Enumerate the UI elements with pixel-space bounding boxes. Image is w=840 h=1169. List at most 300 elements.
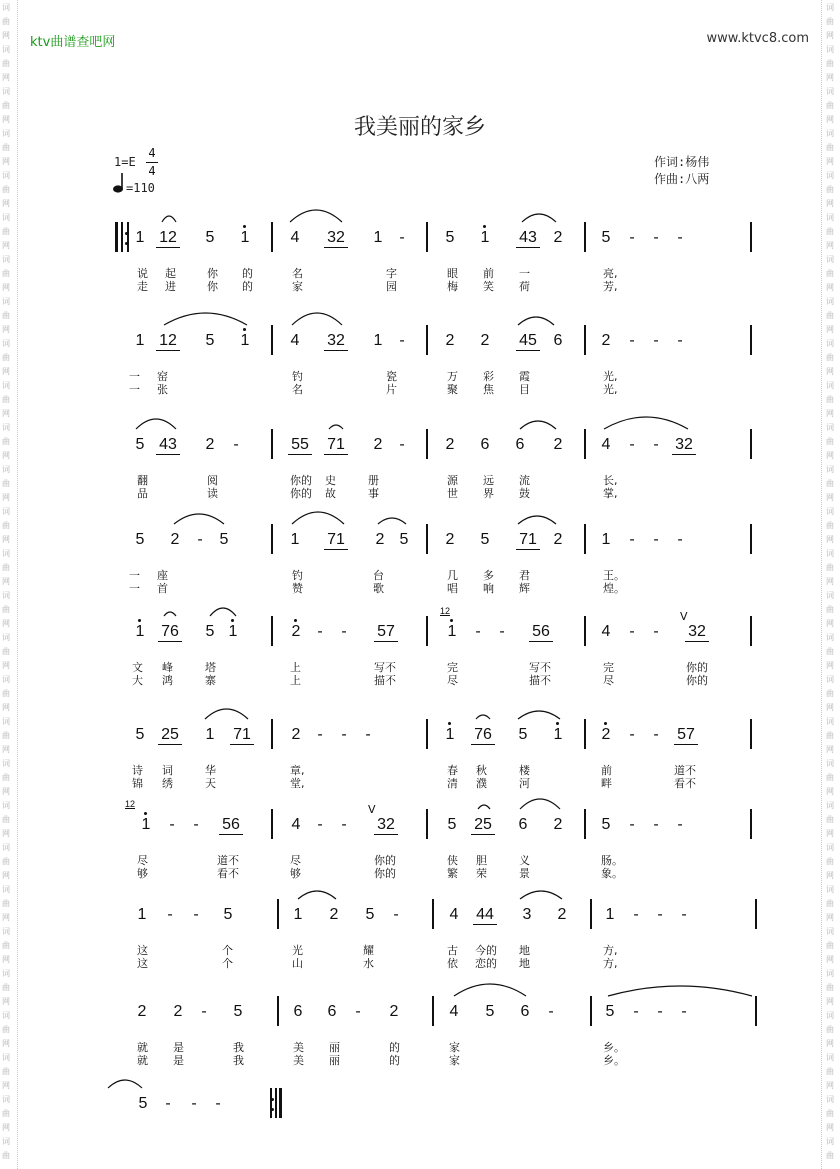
watermark-char: 网: [2, 829, 10, 838]
lyric-2: 家: [449, 1054, 460, 1067]
slur: [205, 709, 248, 719]
slur: [290, 210, 342, 222]
watermark-char: 词: [826, 171, 834, 180]
jianpu-note: 32: [685, 623, 709, 642]
lyric-2: 上: [290, 674, 301, 687]
watermark-char: 词: [826, 1011, 834, 1020]
watermark-char: 曲: [826, 227, 834, 236]
watermark-char: 曲: [2, 605, 10, 614]
watermark-char: 网: [2, 661, 10, 670]
lyric-1: 尽: [137, 854, 148, 867]
lyric-1: 一: [129, 569, 140, 582]
watermark-char: 曲: [826, 815, 834, 824]
dash-note: -: [677, 332, 683, 349]
jianpu-note: 2: [291, 623, 301, 640]
site-name[interactable]: ktv曲谱查吧网: [30, 35, 116, 50]
dash-note: -: [677, 816, 683, 833]
lyric-2: 笑: [483, 280, 494, 293]
jianpu-note: 5: [205, 229, 215, 246]
jianpu-note: 5: [601, 816, 611, 833]
dash-note: -: [548, 1003, 554, 1020]
watermark-char: 词: [2, 1137, 10, 1146]
dash-note: -: [191, 1095, 197, 1112]
jianpu-note: 1: [605, 906, 615, 923]
watermark-char: 词: [2, 255, 10, 264]
grace-note: 12: [440, 606, 451, 616]
lyric-1: 的: [389, 1041, 400, 1054]
lyric-2: 你的: [374, 867, 396, 880]
jianpu-note: 57: [674, 726, 698, 745]
lyric-1: 上: [290, 661, 301, 674]
watermark-char: 词: [2, 1095, 10, 1104]
jianpu-note: 2: [173, 1003, 183, 1020]
lyric-1: 美: [293, 1041, 304, 1054]
slur: [522, 214, 556, 222]
lyric-2: 焦: [483, 383, 494, 396]
watermark-char: 网: [2, 409, 10, 418]
dash-note: -: [629, 436, 635, 453]
watermark-char: 词: [2, 801, 10, 810]
watermark-char: 词: [826, 549, 834, 558]
watermark-char: 词: [826, 3, 834, 12]
watermark-char: 曲: [826, 647, 834, 656]
watermark-char: 网: [2, 997, 10, 1006]
lyric-2: 尽: [603, 674, 614, 687]
jianpu-note: 5: [135, 436, 145, 453]
lyric-1: 万: [447, 370, 458, 383]
dash-note: -: [629, 332, 635, 349]
watermark-char: 曲: [826, 731, 834, 740]
lyric-2: 鼓: [519, 487, 530, 500]
dash-note: -: [681, 906, 687, 923]
watermark-char: 词: [2, 339, 10, 348]
dash-note: -: [341, 816, 347, 833]
lyric-1: 说: [137, 267, 148, 280]
dash-note: -: [677, 229, 683, 246]
jianpu-note: 56: [219, 816, 243, 835]
lyric-1: 春: [447, 764, 458, 777]
lyric-1: 几: [447, 569, 458, 582]
composer-credit: 作曲:八两: [654, 172, 710, 186]
jianpu-note: 1: [205, 726, 215, 743]
jianpu-note: 1: [135, 332, 145, 349]
lyric-1: 你的: [290, 474, 312, 487]
lyric-2: 故: [325, 487, 336, 500]
watermark-char: 曲: [826, 185, 834, 194]
jianpu-note: 1: [137, 906, 147, 923]
watermark-char: 词: [2, 591, 10, 600]
lyric-1: 眼: [447, 267, 458, 280]
watermark-char: 曲: [2, 647, 10, 656]
lyric-1: 史: [325, 474, 336, 487]
jianpu-note: 2: [601, 726, 611, 743]
jianpu-note: 2: [553, 229, 563, 246]
watermark-char: 词: [826, 255, 834, 264]
lyric-1: 就: [137, 1041, 148, 1054]
watermark-char: 曲: [826, 983, 834, 992]
watermark-char: 网: [2, 115, 10, 124]
jianpu-note: 1: [553, 726, 563, 743]
watermark-char: 曲: [2, 1067, 10, 1076]
lyric-1: 古: [447, 944, 458, 957]
watermark-char: 网: [826, 1081, 834, 1090]
dash-note: -: [653, 436, 659, 453]
dash-note: -: [657, 906, 663, 923]
slur: [518, 711, 560, 719]
watermark-char: 网: [826, 451, 834, 460]
lyric-1: 义: [519, 854, 530, 867]
watermark-char: 词: [826, 969, 834, 978]
jianpu-note: 1: [293, 906, 303, 923]
watermark-char: 词: [2, 717, 10, 726]
dash-note: -: [193, 816, 199, 833]
grace-note: 12: [125, 799, 136, 809]
dash-note: -: [393, 906, 399, 923]
dash-note: -: [653, 623, 659, 640]
watermark-char: 网: [826, 787, 834, 796]
jianpu-note: 32: [672, 436, 696, 455]
lyric-1: 章,: [290, 764, 305, 777]
lyric-2: 描不: [374, 674, 396, 687]
watermark-char: 网: [2, 955, 10, 964]
dash-note: -: [341, 623, 347, 640]
watermark-char: 词: [2, 633, 10, 642]
lyric-1: 一: [129, 370, 140, 383]
lyric-1: 源: [447, 474, 458, 487]
lyric-2: 一: [129, 582, 140, 595]
watermark-char: 网: [826, 703, 834, 712]
watermark-char: 曲: [826, 1067, 834, 1076]
slur: [608, 986, 752, 996]
jianpu-note: 25: [471, 816, 495, 835]
slur: [136, 419, 176, 429]
watermark-char: 网: [826, 241, 834, 250]
watermark-char: 曲: [826, 143, 834, 152]
lyric-2: 这: [137, 957, 148, 970]
watermark-char: 曲: [826, 941, 834, 950]
dash-note: -: [399, 332, 405, 349]
watermark-char: 词: [2, 129, 10, 138]
lyric-2: 的: [242, 280, 253, 293]
slur: [520, 799, 560, 809]
watermark-char: 曲: [2, 857, 10, 866]
lyric-2: 繁: [447, 867, 458, 880]
lyric-1: 钓: [292, 569, 303, 582]
time-sig-top: 4: [148, 146, 156, 160]
site-url[interactable]: www.ktvc8.com: [706, 31, 809, 46]
watermark-char: 网: [2, 577, 10, 586]
watermark-char: 词: [826, 759, 834, 768]
lyric-1: 册: [368, 474, 379, 487]
watermark-char: 词: [826, 1095, 834, 1104]
slur: [298, 891, 336, 899]
watermark-char: 词: [826, 633, 834, 642]
jianpu-note: 71: [516, 531, 540, 550]
watermark-char: 曲: [826, 395, 834, 404]
lyric-2: 你的: [290, 487, 312, 500]
slur: [518, 317, 554, 325]
jianpu-note: 32: [374, 816, 398, 835]
jianpu-note: 71: [324, 436, 348, 455]
lyric-2: 够: [137, 867, 148, 880]
lyric-2: 你的: [686, 674, 708, 687]
watermark-char: 词: [2, 507, 10, 516]
watermark-char: 词: [826, 381, 834, 390]
lyric-1: 光: [292, 944, 303, 957]
breath-mark: V: [680, 610, 688, 623]
lyric-2: 鸿: [162, 674, 173, 687]
lyric-2: 光,: [603, 383, 618, 396]
lyric-1: 阅: [207, 474, 218, 487]
watermark-char: 曲: [2, 269, 10, 278]
jianpu-note: 1: [228, 623, 238, 640]
lyric-2: 梅: [447, 280, 458, 293]
jianpu-note: 1: [135, 623, 145, 640]
dash-note: -: [355, 1003, 361, 1020]
jianpu-note: 2: [601, 332, 611, 349]
lyric-1: 王。: [603, 569, 625, 582]
watermark-char: 网: [2, 1081, 10, 1090]
lyric-2: 家: [292, 280, 303, 293]
watermark-char: 网: [2, 703, 10, 712]
watermark-char: 网: [826, 73, 834, 82]
lyric-2: 目: [519, 383, 530, 396]
watermark-char: 词: [2, 171, 10, 180]
jianpu-note: 5: [605, 1003, 615, 1020]
lyric-2: 荣: [476, 867, 487, 880]
lyric-1: 彩: [483, 370, 494, 383]
lyric-2: 一: [129, 383, 140, 396]
lyric-2: 看不: [217, 867, 239, 880]
watermark-char: 词: [2, 927, 10, 936]
lyric-2: 绣: [162, 777, 173, 790]
jianpu-note: 1: [445, 726, 455, 743]
watermark-char: 曲: [2, 983, 10, 992]
watermark-char: 曲: [2, 941, 10, 950]
lyric-1: 亮,: [603, 267, 618, 280]
jianpu-note: 6: [518, 816, 528, 833]
lyric-1: 写不: [374, 661, 396, 674]
watermark-char: 词: [2, 759, 10, 768]
watermark-char: 词: [826, 45, 834, 54]
lyric-2: 首: [157, 582, 168, 595]
lyric-1: 秋: [476, 764, 487, 777]
jianpu-note: 71: [324, 531, 348, 550]
dash-note: -: [629, 229, 635, 246]
slur: [520, 891, 562, 899]
lyric-2: 濮: [476, 777, 487, 790]
jianpu-note: 4: [291, 816, 301, 833]
jianpu-note: 4: [601, 623, 611, 640]
dash-note: -: [653, 229, 659, 246]
lyric-1: 尽: [290, 854, 301, 867]
lyric-1: 前: [601, 764, 612, 777]
tempo: =110: [126, 181, 155, 195]
lyric-1: 你的: [374, 854, 396, 867]
jianpu-note: 4: [290, 332, 300, 349]
dash-note: -: [215, 1095, 221, 1112]
lyric-1: 方,: [603, 944, 618, 957]
watermark-char: 词: [826, 465, 834, 474]
lyric-1: 峰: [162, 661, 173, 674]
dash-note: -: [317, 816, 323, 833]
dash-note: -: [197, 531, 203, 548]
watermark-char: 词: [826, 885, 834, 894]
lyric-2: 辉: [519, 582, 530, 595]
watermark-char: 网: [2, 73, 10, 82]
lyric-1: 侠: [447, 854, 458, 867]
song-title: 我美丽的家乡: [353, 115, 486, 140]
lyric-1: 光,: [603, 370, 618, 383]
watermark-char: 曲: [826, 479, 834, 488]
jianpu-note: 32: [324, 229, 348, 248]
dash-note: -: [399, 229, 405, 246]
jianpu-note: 1: [447, 623, 457, 640]
watermark-char: 曲: [826, 899, 834, 908]
lyric-1: 座: [157, 569, 168, 582]
lyric-2: 我: [233, 1054, 244, 1067]
watermark-char: 网: [2, 871, 10, 880]
lyric-2: 歌: [373, 582, 384, 595]
dash-note: -: [657, 1003, 663, 1020]
lyric-2: 事: [368, 487, 379, 500]
jianpu-note: 12: [156, 332, 180, 351]
dash-note: -: [201, 1003, 207, 1020]
lyric-1: 写不: [529, 661, 551, 674]
dash-note: -: [629, 726, 635, 743]
slur: [478, 805, 490, 809]
watermark-char: 曲: [2, 59, 10, 68]
lyric-2: 畔: [601, 777, 612, 790]
watermark-char: 网: [2, 535, 10, 544]
slur: [518, 516, 556, 524]
lyric-1: 肠。: [601, 854, 623, 867]
watermark-char: 曲: [826, 17, 834, 26]
lyric-2: 河: [519, 777, 530, 790]
jianpu-note: 6: [293, 1003, 303, 1020]
watermark-char: 词: [2, 381, 10, 390]
jianpu-note: 5: [485, 1003, 495, 1020]
lyric-2: 够: [290, 867, 301, 880]
watermark-char: 网: [2, 199, 10, 208]
jianpu-note: 6: [515, 436, 525, 453]
time-sig-bottom: 4: [148, 164, 156, 178]
watermark-char: 网: [2, 1123, 10, 1132]
jianpu-note: 5: [219, 531, 229, 548]
watermark-char: 网: [826, 871, 834, 880]
lyric-2: 清: [447, 777, 458, 790]
jianpu-note: 1: [141, 816, 151, 833]
watermark-char: 网: [2, 493, 10, 502]
jianpu-note: 4: [601, 436, 611, 453]
jianpu-note: 5: [445, 229, 455, 246]
dash-note: -: [233, 436, 239, 453]
watermark-char: 曲: [2, 185, 10, 194]
watermark-char: 网: [2, 31, 10, 40]
jianpu-note: 2: [291, 726, 301, 743]
jianpu-note: 2: [205, 436, 215, 453]
lyric-1: 完: [447, 661, 458, 674]
lyric-1: 今的: [475, 944, 497, 957]
lyric-1: 名: [292, 267, 303, 280]
dash-note: -: [677, 531, 683, 548]
jianpu-note: 1: [480, 229, 490, 246]
slur: [164, 313, 247, 325]
watermark-char: 曲: [826, 437, 834, 446]
watermark-char: 曲: [2, 899, 10, 908]
watermark-char: 网: [826, 409, 834, 418]
jianpu-note: 2: [329, 906, 339, 923]
lyric-2: 堂,: [290, 777, 305, 790]
watermark-char: 曲: [826, 689, 834, 698]
watermark-char: 网: [826, 493, 834, 502]
slur: [329, 425, 343, 429]
watermark-char: 词: [2, 465, 10, 474]
watermark-char: 网: [826, 997, 834, 1006]
lyric-1: 台: [373, 569, 384, 582]
lyric-2: 园: [386, 280, 397, 293]
lyric-1: 乡。: [603, 1041, 625, 1054]
jianpu-note: 76: [158, 623, 182, 642]
watermark-char: 曲: [2, 689, 10, 698]
slur: [454, 984, 526, 996]
jianpu-note: 44: [473, 906, 497, 925]
dash-note: -: [317, 726, 323, 743]
lyric-2: 唱: [447, 582, 458, 595]
watermark-char: 词: [2, 213, 10, 222]
lyric-2: 象。: [601, 867, 623, 880]
watermark-char: 曲: [826, 563, 834, 572]
lyric-1: 个: [222, 944, 233, 957]
lyric-1: 流: [519, 474, 530, 487]
watermark-char: 曲: [2, 353, 10, 362]
watermark-char: 词: [2, 297, 10, 306]
lyric-1: 窑: [157, 370, 168, 383]
watermark-char: 词: [2, 969, 10, 978]
lyric-2: 地: [519, 957, 530, 970]
slur: [210, 608, 236, 616]
lyric-2: 描不: [529, 674, 551, 687]
slur: [108, 1080, 142, 1088]
jianpu-note: 6: [327, 1003, 337, 1020]
watermark-char: 网: [826, 661, 834, 670]
jianpu-note: 2: [389, 1003, 399, 1020]
watermark-char: 曲: [2, 1025, 10, 1034]
watermark-char: 曲: [826, 605, 834, 614]
lyric-1: 我: [233, 1041, 244, 1054]
jianpu-note: 1: [373, 332, 383, 349]
jianpu-note: 4: [449, 906, 459, 923]
jianpu-note: 5: [135, 726, 145, 743]
lyric-2: 你: [207, 280, 218, 293]
lyric-2: 美: [293, 1054, 304, 1067]
jianpu-note: 6: [480, 436, 490, 453]
watermark-char: 词: [2, 1011, 10, 1020]
jianpu-note: 76: [471, 726, 495, 745]
lyric-2: 景: [519, 867, 530, 880]
watermark-char: 曲: [826, 1025, 834, 1034]
watermark-char: 曲: [826, 59, 834, 68]
lyric-1: 多: [483, 569, 494, 582]
lyric-1: 华: [205, 764, 216, 777]
dash-note: -: [365, 726, 371, 743]
watermark-char: 词: [2, 675, 10, 684]
dash-note: -: [653, 531, 659, 548]
watermark-char: 词: [826, 297, 834, 306]
lyric-2: 大: [132, 674, 143, 687]
watermark-char: 曲: [826, 1109, 834, 1118]
watermark-char: 网: [2, 619, 10, 628]
